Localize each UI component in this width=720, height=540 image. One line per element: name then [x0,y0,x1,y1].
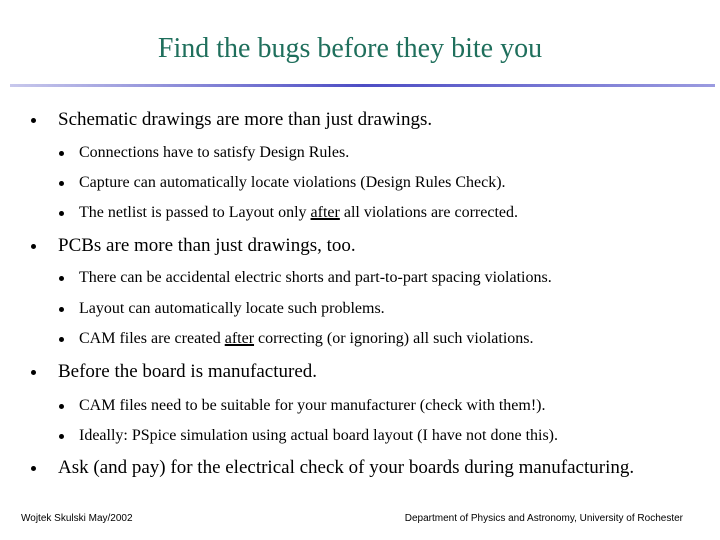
sub-bullet-text-pre: The netlist is passed to Layout only [79,204,311,221]
sub-bullet-text-post: correcting (or ignoring) all such violations. [254,330,534,347]
sub-bullet-dot-icon [58,150,65,157]
sub-bullet-dot-icon [58,433,65,440]
sub-bullet-text [79,330,534,348]
bullet-text: Ask (and pay) for the electrical check of your boards during manufacturing. [58,457,635,478]
sub-bullet-dot-icon [58,306,65,313]
sub-bullet-dot-icon [58,180,65,187]
bullet-text: PCBs are more than just drawings, too. [58,235,356,256]
sub-bullet-text [79,204,518,222]
emphasis-word: after [310,204,340,221]
bullet-dot-icon [30,369,38,377]
sub-bullet-text-post: all violations are corrected. [339,204,518,221]
bullet-dot-icon [30,243,38,251]
sub-bullet-dot-icon [58,275,65,282]
sub-bullet-text-pre: CAM files are created [79,330,225,347]
slide-title: Find the bugs before they bite you [157,33,543,64]
sub-bullet-text: Capture can automatically locate violations (Design Rules Check). [79,174,506,191]
bullet-text: Before the board is manufactured. [58,361,318,382]
sub-bullet-text: CAM files need to be suitable for your manufacturer (check with them!). [79,397,546,414]
sub-bullet-text: Ideally: PSpice simulation using actual board layout (I have not done this). [79,427,559,444]
sub-bullet-text: Connections have to satisfy Design Rules. [79,144,350,161]
sub-bullet-text: Layout can automatically locate such problems. [79,300,385,317]
footer-affiliation: Department of Physics and Astronomy, University of Rochester [404,513,683,524]
bullet-text: Schematic drawings are more than just drawings. [58,109,433,130]
footer-author: Wojtek Skulski May/2002 [21,513,133,524]
bullet-dot-icon [30,117,38,125]
sub-bullet-dot-icon [58,210,65,217]
sub-bullet-dot-icon [58,403,65,410]
sub-bullet-dot-icon [58,336,65,343]
title-divider [10,84,715,87]
bullet-dot-icon [30,465,38,473]
emphasis-word: after [224,330,255,347]
sub-bullet-text: There can be accidental electric shorts and part-to-part spacing violations. [79,269,552,286]
